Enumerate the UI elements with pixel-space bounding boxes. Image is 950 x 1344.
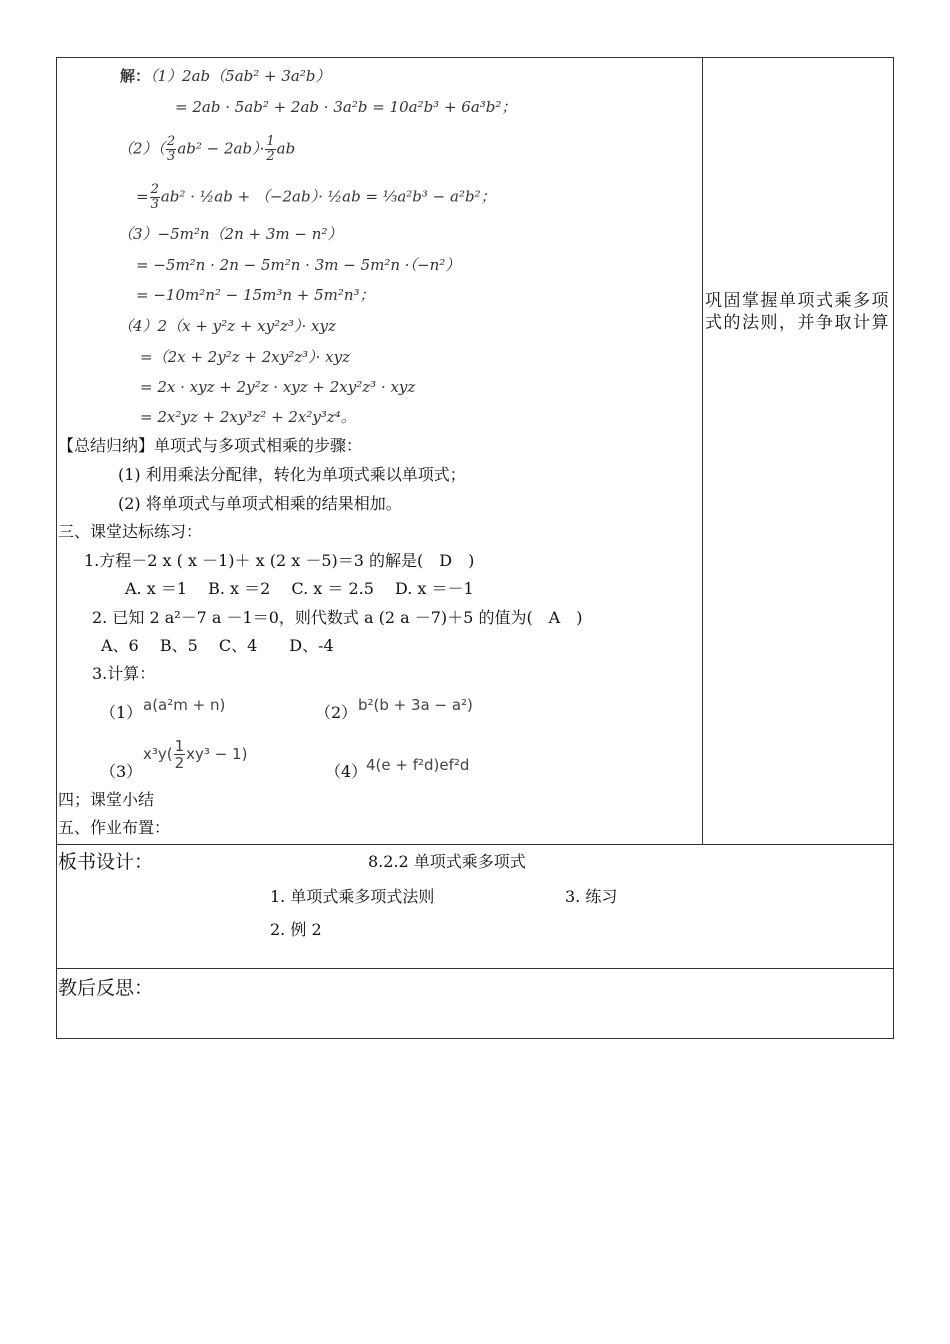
homework: 五、作业布置： <box>58 818 171 837</box>
frac-den: 2 <box>266 149 275 164</box>
solution-p3-line1: （3）−5m²n（2n + 3m − n²） <box>118 225 343 243</box>
class-summary: 四；课堂小结 <box>58 790 155 809</box>
question-3: 3.计算： <box>92 664 156 683</box>
fraction-half <box>265 135 275 164</box>
frac-num: 2 <box>167 134 176 149</box>
side-note: 巩固掌握单项式乘多项式的法则，并争取计算 <box>705 291 890 333</box>
p2-line2-text: ab² · ½ab + （−2ab）· ½ab = ⅓a²b³ − a²b²； <box>160 187 496 206</box>
frac-den: 3 <box>150 197 159 212</box>
p2-pre: （2）（ <box>118 139 166 158</box>
solution-p4-line2: =（2x + 2y²z + 2xy²z³）· xyz <box>140 348 350 366</box>
row-divider-reflection <box>56 968 894 969</box>
calc-4-expr: 4(e + f²d)ef²d <box>366 756 470 774</box>
calc-2-expr: b²(b + 3a − a²) <box>358 696 473 714</box>
calc-1-expr: a(a²m + n) <box>143 696 226 714</box>
solution-p3-line2: = −5m²n · 2n − 5m²n · 3m − 5m²n ·（−n²） <box>136 256 461 274</box>
calc-4-label: （4） <box>325 762 368 781</box>
calc-1-label: （1） <box>100 703 143 722</box>
solution-p2-line1 <box>118 135 295 164</box>
calc-3-label: （3） <box>100 762 143 781</box>
reflection-label: 教后反思： <box>58 977 154 999</box>
p2-mid: ab² − 2ab）· <box>177 139 265 158</box>
solution-p1-line1: （1）2ab（5ab² + 3a²b） <box>150 67 331 85</box>
board-label: 板书设计： <box>58 851 154 873</box>
solution-p4-line3: = 2x · xyz + 2y²z · xyz + 2xy²z³ · xyz <box>140 378 416 396</box>
c3-pre: x³y( <box>143 745 173 763</box>
question-2-options: A、6 B、5 C、4 D、-4 <box>101 636 334 655</box>
column-divider <box>702 57 703 845</box>
board-item-1: 1. 单项式乘多项式法则 <box>270 887 435 906</box>
question-2: 2. 已知 2 a²－7 a －1＝0，则代数式 a (2 a －7)＋5 的值为( A ) <box>92 608 583 627</box>
solution-p4-line4: = 2x²yz + 2xy³z² + 2x²y³z⁴。 <box>140 408 356 426</box>
board-item-3: 3. 练习 <box>565 887 618 906</box>
calc-3-expr <box>143 738 247 771</box>
solution-line-1 <box>120 66 330 86</box>
frac-den: 3 <box>167 149 176 164</box>
p2-post: ab <box>276 139 296 158</box>
frac-num: 1 <box>266 134 275 149</box>
board-title: 8.2.2 单项式乘多项式 <box>368 852 526 871</box>
solution-p3-line3: = −10m²n² − 15m³n + 5m²n³； <box>136 286 375 304</box>
solution-p4-line1: （4）2（x + y²z + xy²z³）· xyz <box>118 317 336 335</box>
solution-p1-line2: = 2ab · 5ab² + 2ab · 3a²b = 10a²b³ + 6a³b²； <box>175 98 517 116</box>
summary-heading: 【总结归纳】单项式与多项式相乘的步骤： <box>58 436 363 455</box>
question-1: 1.方程－2 x ( x －1)＋ x (2 x －5)＝3 的解是( D ) <box>84 551 475 570</box>
frac-num: 1 <box>174 737 185 755</box>
c3-post: xy³ − 1) <box>186 745 248 763</box>
fraction-two-thirds-b <box>150 183 160 212</box>
board-item-2: 2. 例 2 <box>270 920 322 939</box>
frac-den: 2 <box>174 754 185 772</box>
summary-step-1: (1) 利用乘法分配律，转化为单项式乘以单项式； <box>118 465 466 484</box>
row-divider-board <box>56 844 894 845</box>
practice-heading: 三、课堂达标练习： <box>58 522 203 541</box>
frac-num: 2 <box>150 182 159 197</box>
solution-p2-line2: = $\frac{2}{3}$ ab² · ½ab + （−2ab）· ½ab = ⅓a²b³ − a²b²； <box>136 182 496 212</box>
solution-label: 解： <box>120 67 151 85</box>
fraction-half-c3 <box>174 738 186 771</box>
summary-step-2: (2) 将单项式与单项式相乘的结果相加。 <box>118 494 402 513</box>
calc-2-label: （2） <box>315 703 358 722</box>
fraction-two-thirds <box>166 135 176 164</box>
question-1-options: A. x ＝1 B. x ＝2 C. x ＝ 2.5 D. x ＝－1 <box>125 579 474 598</box>
